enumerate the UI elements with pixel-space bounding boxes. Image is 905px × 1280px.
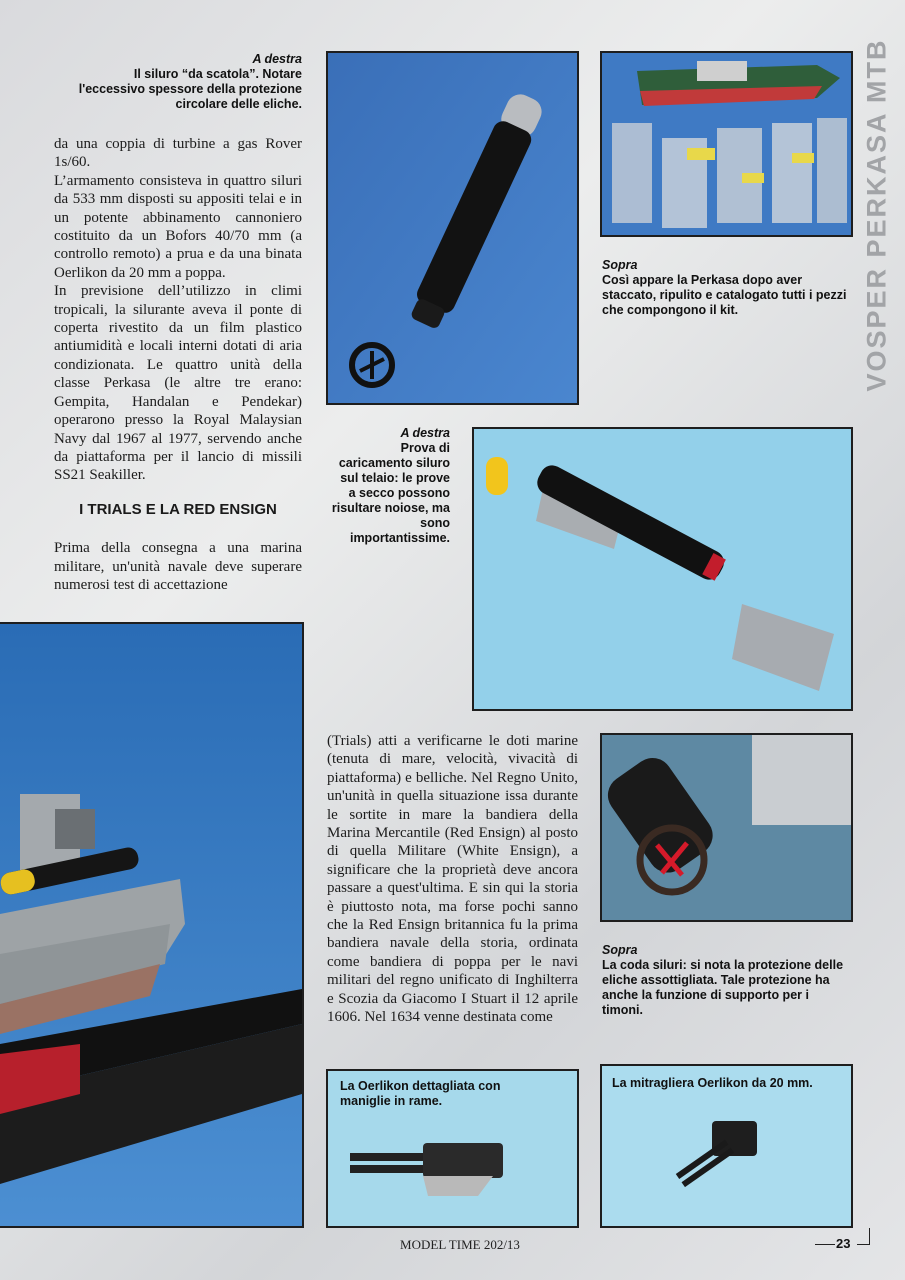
caption-text: Il siluro “da scatola”. Notare l'eccessivo spessore della protezione circolare delle eliche. — [78, 67, 302, 111]
caption-lead: Sopra — [602, 258, 638, 272]
caption-text: Prova di caricamento siluro sul telaio: le prove a secco possono risultare noiose, ma sono importantissime. — [331, 441, 450, 545]
side-title: VOSPER PERKASA MTB — [861, 38, 892, 392]
caption-loading — [330, 426, 450, 546]
photo-oerlikon-20mm — [600, 1064, 853, 1228]
photo-loading-test — [472, 427, 853, 711]
caption-lead: A destra — [400, 426, 450, 440]
paragraph: L’armamento consisteva in quattro siluri da 533 mm disposti su appositi telai e in un potente abbinamento cannoniero costituito da un Bofors 40/70 mm (a controllo remoto) a prua e da una binata Oerlikon da 20 mm a poppa. — [54, 172, 302, 281]
photo-torpedo-tail — [600, 733, 853, 922]
photo-oerlikon-detail — [326, 1069, 579, 1228]
page-number: 23 — [836, 1236, 851, 1251]
text-column-2: (Trials) atti a verificarne le doti marine (tenuta di mare, velocità, vivacità di piattaforma) e belliche. Nel Regno Unito, un'unità in quella situazione issa durante le sortite in mare la bandiera della Marina Mercantile (Red Ensign) al posto di quella Militare (White Ensign), a significare che la proprietà deve ancora passare a quest'ultima. E sin qui la storia è piuttosto nota, ma forse pochi sanno che la Red Ensign britannica fu la prima bandiera navale della storia, ordinata come bandiera di poppa per le navi militari del regno unificato di Inghilterra e Scozia da Giacomo I Stuart il 12 aprile 1606. Nel 1634 venne destinata come — [327, 733, 578, 1026]
caption-torpedo — [70, 52, 302, 112]
section-heading: I TRIALS E LA RED ENSIGN — [79, 500, 277, 518]
caption-oerlikon-20mm: La mitragliera Oerlikon da 20 mm. — [612, 1076, 813, 1090]
caption-text: La coda siluri: si nota la protezione delle eliche assottigliata. Tale protezione ha anche la funzione di supporto per i timoni. — [602, 958, 844, 1017]
photo-model-boat — [0, 622, 304, 1228]
paragraph: In previsione dell’utilizzo in climi tropicali, la silurante aveva il ponte di coperta rivestito da un film plastico antiumidità e locali interni dotati di aria condizionata. Le quattro unità della classe Perkasa (le altre tre erano: Gempita, Handalan e Pendekar) operarono presso la Royal Malaysian Navy dal 1967 al 1977, servendo anche da piattaforma per il lancio di missili SS21 Seakiller. — [54, 283, 302, 484]
photo-kit-parts — [600, 51, 853, 237]
paragraph: Prima della consegna a una marina militare, un'unità navale deve superare numerosi test di accettazione — [54, 540, 302, 593]
paragraph: da una coppia di turbine a gas Rover 1s/60. — [54, 136, 302, 171]
caption-lead: Sopra — [602, 943, 638, 957]
photo-torpedo — [326, 51, 579, 405]
caption-text: Così appare la Perkasa dopo aver staccato, ripulito e catalogato tutti i pezzi che compongono il kit. — [602, 273, 847, 317]
caption-kit — [602, 258, 852, 318]
caption-lead: A destra — [252, 52, 302, 66]
footer-rule — [815, 1244, 835, 1245]
caption-oerlikon-detail: La Oerlikon dettagliata con maniglie in rame. — [340, 1079, 501, 1108]
footer-corner — [857, 1228, 870, 1245]
caption-tail — [602, 943, 852, 1018]
footer-magazine: MODEL TIME 202/13 — [400, 1237, 520, 1252]
text-column-1 — [54, 135, 302, 594]
